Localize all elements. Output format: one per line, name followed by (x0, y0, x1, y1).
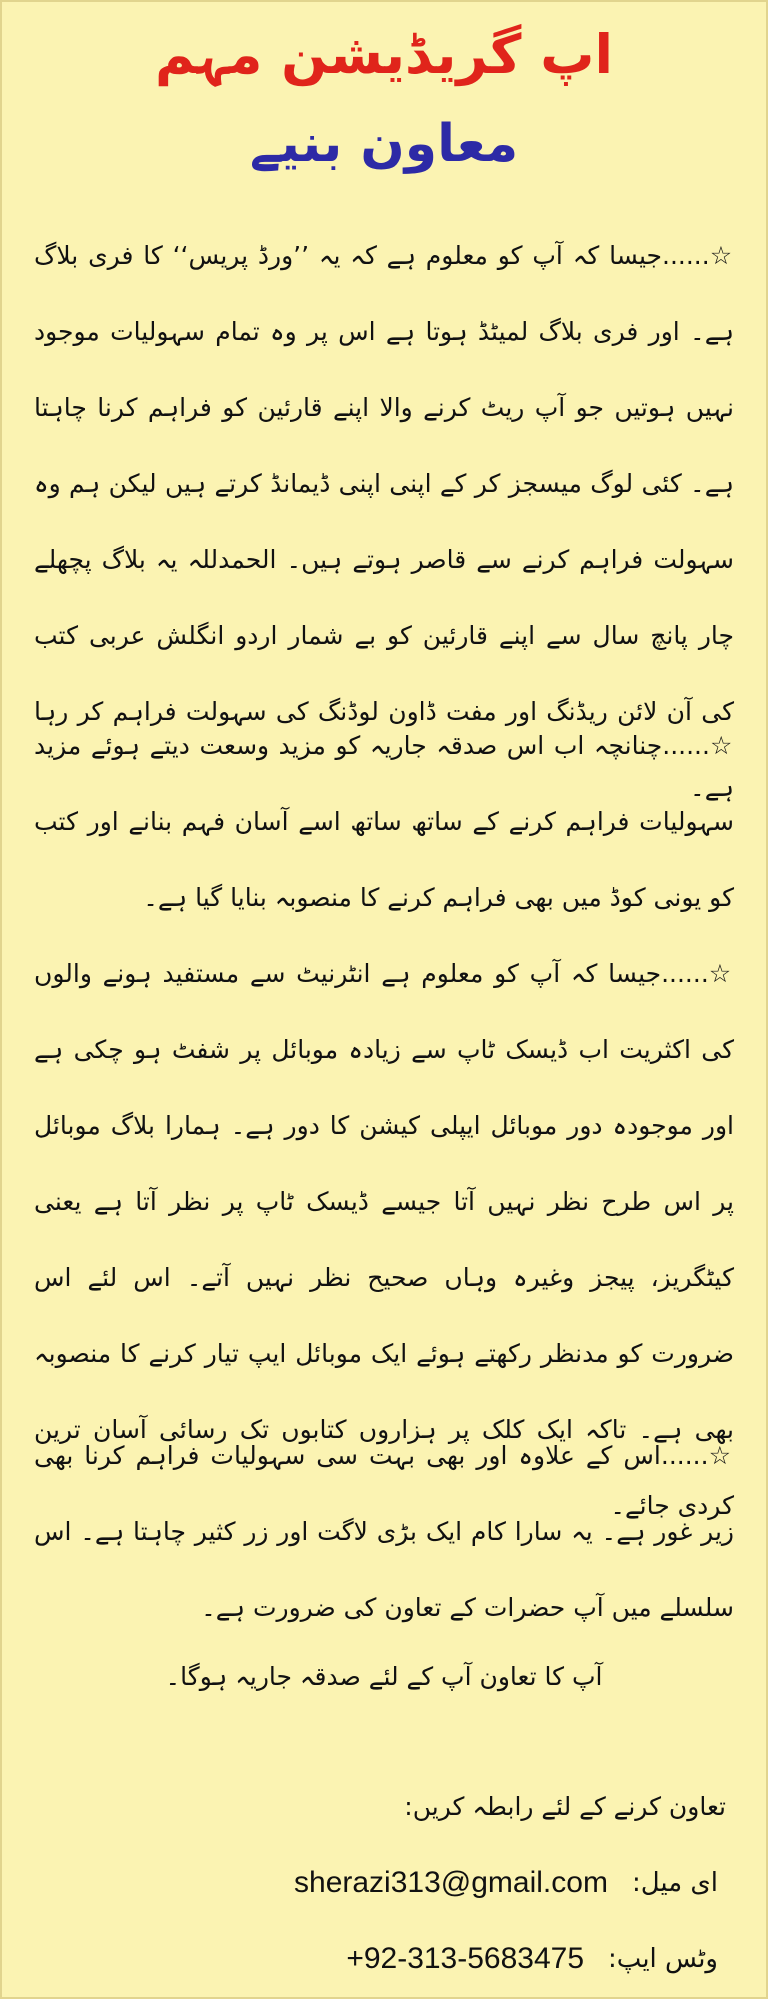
whatsapp-number-link[interactable]: +92-313-5683475 (346, 1942, 585, 1975)
star-icon: ☆ (709, 731, 734, 760)
mobile-app-paragraph (34, 936, 734, 1520)
left-border (0, 0, 2, 1999)
paragraph-text: آپ کا تعاون آپ کے لئے صدقہ جاریہ ہوگا۔ (165, 1662, 603, 1691)
email-label: ای میل: (631, 1868, 718, 1898)
star-icon: ☆ (709, 241, 734, 270)
top-border (0, 0, 768, 2)
paragraph-text: ......اس کے علاوہ اور بھی بہت سی سہولیات فراہم کرنا بھی زیر غور ہے۔ یہ سارا کام ایک بڑی لاگت اور زر کثیر چاہتا ہے۔ اس سلسلے میں آپ حضرات کے تعاون کی ضرورت ہے۔ (34, 1441, 734, 1622)
contact-heading: تعاون کرنے کے لئے رابطہ کریں: (404, 1792, 726, 1821)
paragraph-text: ......جیسا کہ آپ کو معلوم ہے کہ یہ ’’ورڈ پریس‘‘ کا فری بلاگ ہے۔ اور فری بلاگ لمیٹڈ ہوتا ہے اس پر وہ تمام سہولیات موجود نہیں ہوتیں جو آپ ریٹ کرنے والا اپنے قارئین کو فراہم کرنا چاہتا ہے۔ کئی لوگ میسجز کر کے اپنی اپنی ڈیمانڈ کرتے ہیں لیکن ہم وہ سہولت فراہم کرنے سے قاصر ہوتے ہیں۔ الحمدللہ یہ بلاگ پچھلے چار پانچ سال سے اپنے قارئین کو بے شمار اردو انگلش عربی کتب کی آن لائن ریڈنگ اور مفت ڈاون لوڈنگ کی سہولت فراہم کر رہا ہے۔ (34, 241, 734, 802)
star-icon: ☆ (708, 1441, 734, 1470)
whatsapp-row (98, 1932, 718, 1986)
intro-paragraph (34, 218, 734, 802)
star-icon: ☆ (708, 959, 734, 988)
campaign-title: اپ گریڈیشن مہم (154, 23, 614, 86)
paragraph-text: ......جیسا کہ آپ کو معلوم ہے انٹرنیٹ سے مستفید ہونے والوں کی اکثریت اب ڈیسک ٹاپ سے زیادہ موبائل پر شفٹ ہو چکی ہے اور موجودہ دور موبائل ایپلی کیشن کا دور ہے۔ ہمارا بلاگ موبائل پر اس طرح نظر نہیں آتا جیسے ڈیسک ٹاپ پر نظر آتا ہے یعنی کیٹگریز، پیجز وغیرہ وہاں صحیح نظر نہیں آتے۔ اس لئے اس ضرورت کو مدنظر رکھتے ہوئے ایک موبائل ایپ تیار کرنے کا منصوبہ بھی ہے۔ تاکہ ایک کلک پر ہزاروں کتابوں تک رسائی آسان ترین کردی جائے۔ (34, 959, 734, 1520)
support-paragraph (34, 1418, 734, 1639)
whatsapp-label: وٹس ایپ: (608, 1944, 718, 1974)
paragraph-text: ......چنانچہ اب اس صدقہ جاریہ کو مزید وسعت دیتے ہوئے مزید سہولیات فراہم کرنے کے ساتھ ساتھ اسے آسان فہم بنانے اور کتب کو یونی کوڈ میں بھی فراہم کرنے کا منصوبہ بنایا گیا ہے۔ (34, 731, 734, 912)
closing-line (34, 1641, 734, 1713)
campaign-subtitle: معاون بنیے (249, 114, 519, 174)
email-row (98, 1856, 718, 1910)
email-address-link[interactable]: sherazi313@gmail.com (294, 1866, 608, 1899)
expansion-paragraph (34, 708, 734, 932)
